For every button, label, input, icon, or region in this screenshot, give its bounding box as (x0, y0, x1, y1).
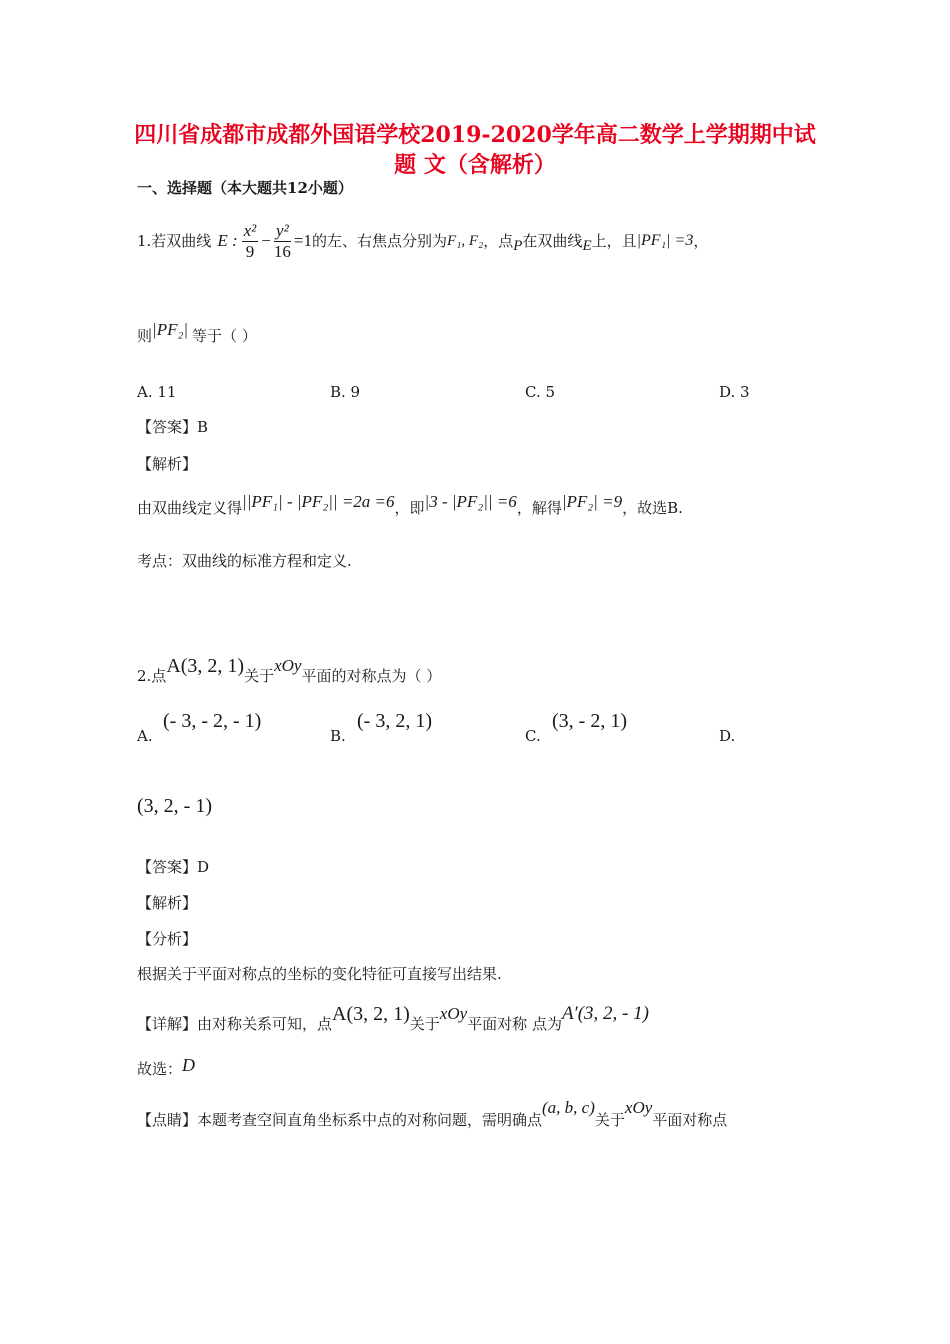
q2-detail-text2: 平面对称 点为 (467, 1015, 562, 1033)
q1-sol-prefix: 由双曲线定义得 (137, 499, 243, 517)
page-title-line1: 四川省成都市成都外国语学校2019-2020学年高二数学上学期期中试 (134, 122, 816, 148)
q1-text1: 的左、右焦点分别为 (311, 232, 447, 250)
q1-sol-eq2: |3 - |PF₂|| =6 (424, 492, 517, 511)
q1-frac2-num: y² (274, 221, 291, 242)
q2-option-c-label: C. (525, 727, 541, 745)
q2-choose-prefix: 故选： (137, 1059, 183, 1078)
q2-option-b-label: B. (330, 727, 346, 745)
q1-comma: ， (693, 232, 709, 250)
q2-text2: 平面的对称点为（ ） (301, 667, 442, 685)
q2-dianjing-plane: xOy (624, 1098, 653, 1117)
q2-option-a: (- 3, - 2, - 1) (163, 710, 262, 732)
q1-sol-end: ，故选B. (622, 499, 683, 517)
q1-analysis-label: 【解析】 (137, 455, 198, 473)
q2-fenxi-label: 【分析】 (137, 930, 198, 948)
q1-text2: ，点 (483, 232, 514, 250)
q1-condition: |PF₁| =3 (636, 232, 694, 249)
q2-text1: 关于 (244, 667, 275, 685)
q2-answer: 【答案】D (137, 858, 210, 876)
q1-text4: 上，且 (591, 232, 637, 250)
q2-dianjing-prefix: 【点睛】本题考查空间直角坐标系中点的对称问题，需明确点 (137, 1111, 543, 1129)
q2-dianjing-text2: 平面对称点 (652, 1111, 728, 1129)
q1-option-d: D. 3 (719, 383, 750, 401)
q1-frac1-num: x² (243, 220, 257, 240)
q2-option-d-label: D. (719, 727, 736, 745)
q2-option-b: (- 3, 2, 1) (357, 710, 432, 732)
question-1-stem (137, 216, 708, 266)
q1-curve-e: E (582, 237, 592, 254)
q1-fraction-1 (242, 221, 259, 262)
q2-fenxi: 根据关于平面对称点的坐标的变化特征可直接写出结果. (137, 965, 502, 983)
q1-eq-e: E : (217, 231, 238, 250)
q1-sol-eq1: ||PF₁| - |PF₂|| =2a =6 (242, 492, 395, 511)
q1-line2-suffix: 等于（ ） (192, 327, 257, 345)
q1-sol-mid2: ，解得 (516, 499, 562, 517)
q2-detail-result: A′(3, 2, - 1) (561, 1003, 649, 1024)
q2-detail (137, 1000, 649, 1036)
q2-detail-plane: xOy (439, 1004, 468, 1023)
q2-analysis-label: 【解析】 (137, 894, 198, 912)
q1-pf2: |PF₂| (152, 320, 189, 339)
q2-dianjing (137, 1096, 727, 1132)
q1-eq-rhs: =1 (293, 231, 312, 250)
q1-prefix: 1.若双曲线 (137, 232, 212, 250)
q1-answer: 【答案】B (137, 418, 209, 436)
q2-detail-text1: 关于 (409, 1015, 440, 1033)
q2-detail-point: A(3, 2, 1) (332, 1002, 410, 1025)
q1-sol-mid: ，即 (394, 499, 425, 517)
q2-dianjing-point: (a, b, c) (542, 1098, 595, 1117)
q2-option-a-label: A. (137, 727, 153, 745)
q2-choose (137, 1055, 196, 1079)
q1-solution (137, 490, 683, 526)
question-2-stem (137, 652, 441, 688)
q1-point-p: P (513, 237, 523, 254)
q2-detail-prefix: 【详解】由对称关系可知，点 (137, 1015, 333, 1033)
q2-option-c: (3, - 2, 1) (552, 710, 627, 732)
section-header: 一、选择题（本大题共12小题） (137, 179, 353, 197)
q2-option-d: (3, 2, - 1) (137, 795, 212, 817)
q1-option-c: C. 5 (525, 383, 556, 401)
q1-minus: − (261, 231, 271, 250)
q1-option-a: A. 11 (137, 383, 177, 401)
q2-prefix: 2.点 (137, 667, 167, 685)
q1-line2-prefix: 则 (137, 327, 153, 345)
q1-text3: 在双曲线 (522, 232, 583, 250)
question-1-ask (137, 320, 257, 346)
q2-plane: xOy (274, 656, 302, 675)
page-title-line2: 题 文（含解析） (394, 152, 556, 178)
q2-dianjing-text1: 关于 (594, 1111, 625, 1129)
q1-sol-eq3: |PF₂| =9 (561, 492, 623, 511)
q1-foci: F₁, F₂ (446, 232, 484, 249)
q1-frac1-den: 9 (245, 241, 255, 261)
q1-option-b: B. 9 (330, 383, 361, 401)
q1-fraction-2 (274, 221, 291, 262)
q2-point: A(3, 2, 1) (166, 654, 245, 677)
q1-frac2-den: 16 (273, 241, 291, 261)
q2-choose-value: D (182, 1055, 196, 1075)
q1-kaodian: 考点：双曲线的标准方程和定义. (137, 552, 352, 570)
